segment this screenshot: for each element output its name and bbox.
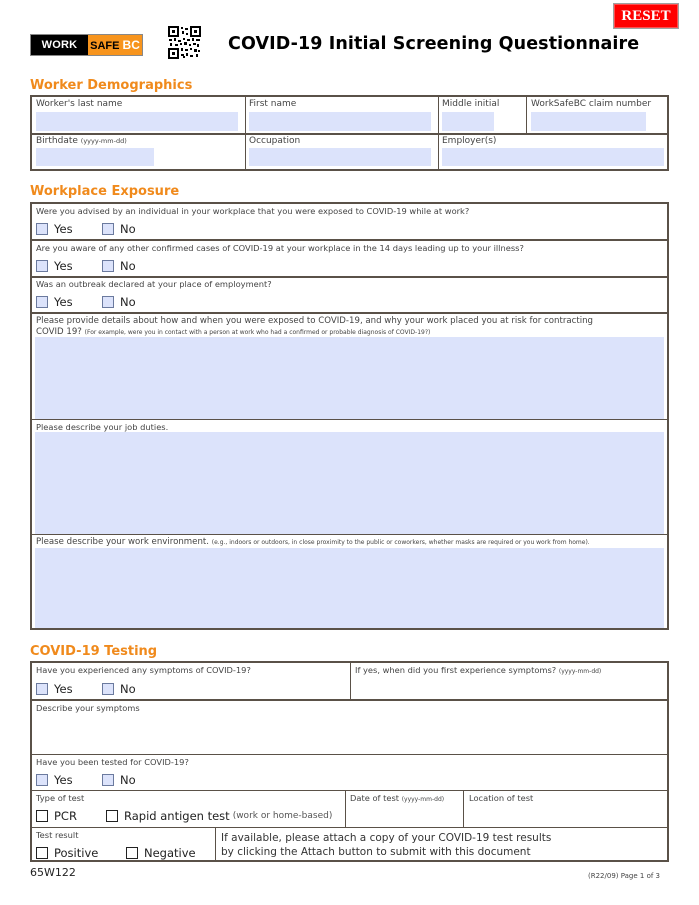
divider: [32, 239, 667, 241]
tested-no-option[interactable]: [102, 773, 136, 787]
claim-number-input[interactable]: [531, 112, 646, 131]
divider: [350, 663, 351, 699]
worksafebc-logo: [30, 34, 143, 56]
attach-instruction-line2: by clicking the Attach button to submit with this document: [221, 846, 531, 858]
logo-safe-word: SAFE: [90, 40, 120, 52]
q3-yes-checkbox[interactable]: [36, 296, 48, 308]
negative-checkbox[interactable]: [126, 847, 138, 859]
birthdate-label-text: Birthdate: [36, 136, 78, 146]
reset-button[interactable]: RESET: [613, 3, 679, 29]
tested-yes-label: Yes: [54, 773, 73, 787]
q3-yes-option[interactable]: [36, 295, 73, 309]
divider: [32, 699, 667, 701]
exposure-details-label: Please provide details about how and when you were exposed to COVID-19, and why your work placed you at risk for contracting: [36, 316, 594, 326]
describe-symptoms-label: Describe your symptoms: [36, 703, 140, 713]
logo-bc-word: BC: [122, 38, 140, 52]
exposure-details-textarea[interactable]: [35, 337, 664, 419]
symptoms-yes-checkbox[interactable]: [36, 683, 48, 695]
symptoms-yes-option[interactable]: [36, 682, 73, 696]
job-duties-textarea[interactable]: [35, 432, 664, 534]
tested-no-label: No: [120, 773, 136, 787]
exposure-details-hint: (For example, were you in contact with a person at work who had a confirmed or probable diagnosis of COVID-19?): [84, 329, 431, 336]
claim-number-label: WorkSafeBC claim number: [531, 99, 652, 109]
q1-yes-label: Yes: [54, 222, 73, 236]
positive-label: Positive: [54, 846, 99, 860]
logo-work-text: WORK: [31, 35, 88, 55]
birthdate-hint: (yyyy-mm-dd): [80, 137, 127, 145]
work-environment-label-text: Please describe your work environment.: [36, 537, 210, 547]
negative-option[interactable]: [126, 846, 196, 860]
divider: [32, 534, 667, 535]
page-title: COVID-19 Initial Screening Questionnaire: [228, 34, 640, 54]
symptoms-no-checkbox[interactable]: [102, 683, 114, 695]
q3-no-checkbox[interactable]: [102, 296, 114, 308]
date-of-test-input[interactable]: [350, 805, 460, 823]
symptoms-question: Have you experienced any symptoms of COVID-19?: [36, 665, 251, 675]
divider: [32, 312, 667, 314]
q3-no-option[interactable]: [102, 295, 136, 309]
occupation-input[interactable]: [249, 148, 431, 166]
q2-no-checkbox[interactable]: [102, 260, 114, 272]
symptoms-date-question: [355, 665, 601, 675]
question-advised-exposure: Were you advised by an individual in your workplace that you were exposed to COVID-19 while at work?: [36, 206, 470, 216]
type-of-test-label: Type of test: [36, 793, 85, 803]
divider: [32, 419, 667, 420]
symptoms-date-input[interactable]: [355, 678, 655, 696]
occupation-label: Occupation: [249, 136, 301, 146]
exposure-details-label-line2: [36, 327, 430, 337]
section-heading-testing: COVID-19 Testing: [30, 644, 158, 659]
tested-yes-checkbox[interactable]: [36, 774, 48, 786]
work-environment-label: [36, 537, 590, 547]
describe-symptoms-textarea[interactable]: [35, 715, 664, 753]
rapid-antigen-option[interactable]: [106, 809, 332, 823]
form-number: 65W122: [30, 866, 76, 879]
pcr-label: PCR: [54, 809, 77, 823]
divider: [345, 791, 346, 827]
rapid-antigen-checkbox[interactable]: [106, 810, 118, 822]
q2-yes-option[interactable]: [36, 259, 73, 273]
divider: [463, 791, 464, 827]
last-name-input[interactable]: [36, 112, 238, 131]
pcr-option[interactable]: [36, 809, 77, 823]
rapid-antigen-hint: (work or home-based): [232, 811, 333, 821]
qr-code-icon: [168, 26, 201, 59]
attach-instruction-line1: If available, please attach a copy of your COVID-19 test results: [221, 832, 552, 844]
symptoms-no-label: No: [120, 682, 136, 696]
work-environment-textarea[interactable]: [35, 548, 664, 628]
q1-no-label: No: [120, 222, 136, 236]
date-of-test-hint: (yyyy-mm-dd): [401, 796, 445, 803]
tested-no-checkbox[interactable]: [102, 774, 114, 786]
last-name-label: Worker's last name: [36, 99, 123, 109]
divider: [438, 97, 439, 169]
middle-initial-label: Middle initial: [442, 99, 500, 109]
work-environment-hint: (e.g., indoors or outdoors, in close proximity to the public or coworkers, whether masks are required or you work from home).: [211, 539, 590, 546]
q2-yes-label: Yes: [54, 259, 73, 273]
q1-no-checkbox[interactable]: [102, 223, 114, 235]
tested-yes-option[interactable]: [36, 773, 73, 787]
positive-checkbox[interactable]: [36, 847, 48, 859]
employer-label: Employer(s): [442, 136, 497, 146]
divider: [32, 754, 667, 755]
q2-no-option[interactable]: [102, 259, 136, 273]
q1-yes-checkbox[interactable]: [36, 223, 48, 235]
demographics-box: [30, 95, 669, 171]
testing-box: [30, 661, 669, 862]
date-of-test-label-text: Date of test: [350, 793, 400, 803]
logo-safe-text: [88, 35, 142, 55]
rapid-antigen-label: Rapid antigen test: [124, 809, 230, 823]
negative-label: Negative: [144, 846, 196, 860]
symptoms-date-question-text: If yes, when did you first experience symptoms?: [355, 665, 557, 675]
divider: [32, 827, 667, 828]
q2-yes-checkbox[interactable]: [36, 260, 48, 272]
location-of-test-label: Location of test: [469, 793, 534, 803]
divider: [215, 828, 216, 860]
divider: [32, 133, 667, 135]
divider: [32, 790, 667, 791]
question-outbreak: Was an outbreak declared at your place of employment?: [36, 279, 272, 289]
section-heading-demographics: Worker Demographics: [30, 78, 193, 93]
birthdate-label: [36, 136, 127, 146]
date-of-test-label: [350, 793, 444, 803]
q1-no-option[interactable]: [102, 222, 136, 236]
q3-no-label: No: [120, 295, 136, 309]
q2-no-label: No: [120, 259, 136, 273]
section-heading-exposure: Workplace Exposure: [30, 184, 180, 199]
symptoms-yes-label: Yes: [54, 682, 73, 696]
page-info: (R22/09) Page 1 of 3: [588, 872, 660, 880]
first-name-input[interactable]: [249, 112, 431, 131]
divider: [526, 97, 527, 133]
location-of-test-input[interactable]: [469, 805, 664, 823]
first-name-label: First name: [249, 99, 297, 109]
birthdate-input[interactable]: [36, 148, 154, 166]
pcr-checkbox[interactable]: [36, 810, 48, 822]
divider: [32, 276, 667, 278]
employer-input[interactable]: [442, 148, 664, 166]
q1-yes-option[interactable]: [36, 222, 73, 236]
exposure-details-label-text: COVID 19?: [36, 327, 82, 337]
symptoms-no-option[interactable]: [102, 682, 136, 696]
q3-yes-label: Yes: [54, 295, 73, 309]
question-other-cases: Are you aware of any other confirmed cases of COVID-19 at your workplace in the 14 days leading up to your illness?: [36, 243, 524, 253]
symptoms-date-hint: (yyyy-mm-dd): [558, 668, 602, 675]
tested-question: Have you been tested for COVID-19?: [36, 757, 189, 767]
divider: [245, 97, 246, 169]
middle-initial-input[interactable]: [442, 112, 494, 131]
job-duties-label: Please describe your job duties.: [36, 422, 169, 432]
exposure-box: [30, 202, 669, 630]
test-result-label: Test result: [36, 830, 79, 840]
positive-option[interactable]: [36, 846, 98, 860]
